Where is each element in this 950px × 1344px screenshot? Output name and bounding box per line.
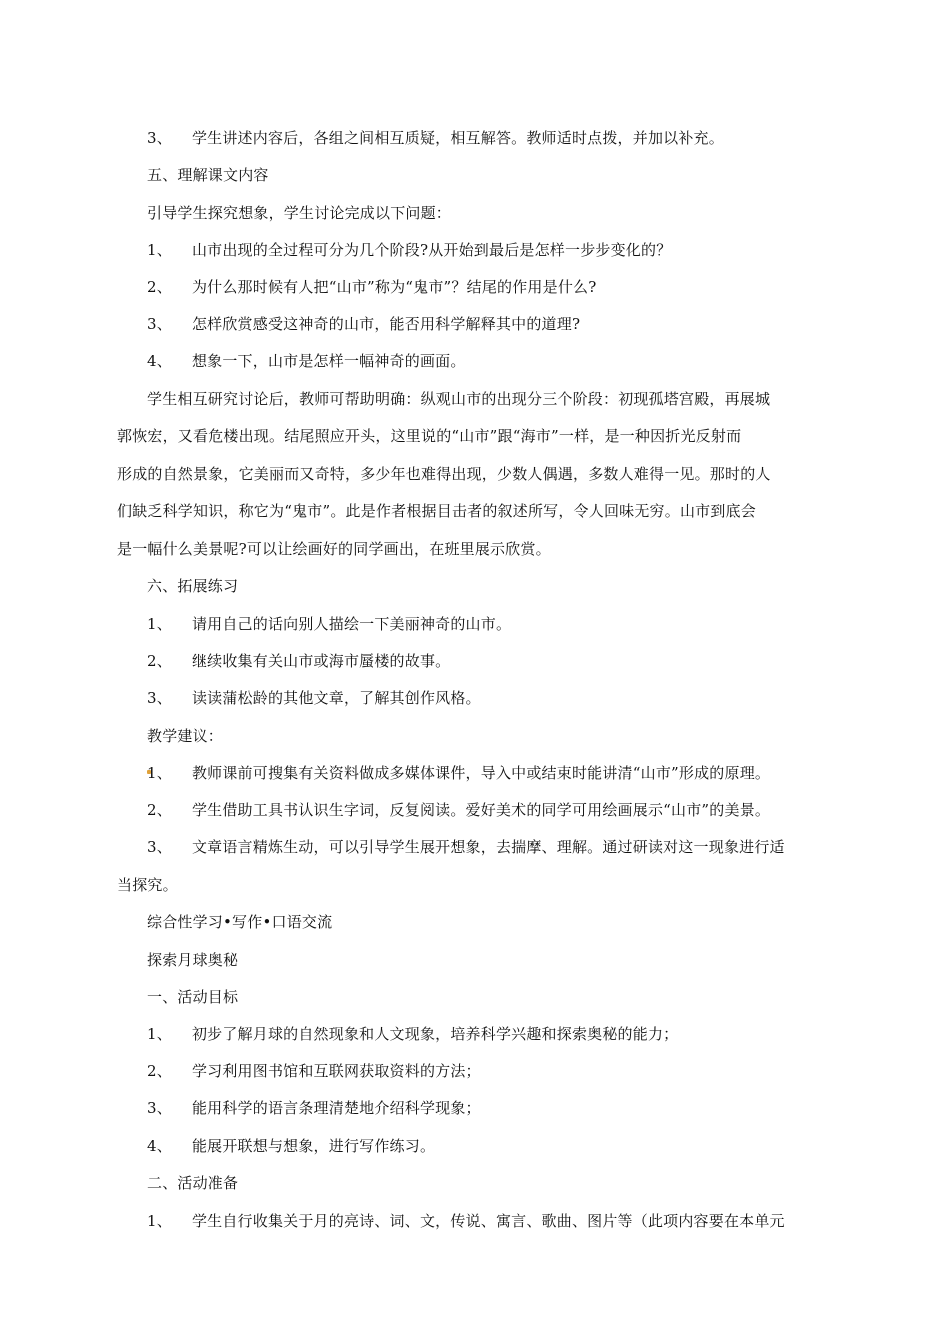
paragraph-line [117, 426, 741, 446]
line-text: 请用自己的话向别人描绘一下美丽神奇的山市。 [191, 615, 512, 633]
list-item [147, 351, 466, 371]
item-number: 3、 [147, 1099, 172, 1117]
paragraph-line [117, 464, 771, 484]
list-item [147, 1136, 435, 1156]
line-text: 当探究。 [117, 876, 178, 894]
line-text: 想象一下，山市是怎样一幅神奇的画面。 [191, 352, 466, 370]
item-number: 4、 [147, 352, 172, 370]
line-text: 山市出现的全过程可分为几个阶段?从开始到最后是怎样一步步变化的？ [191, 241, 672, 259]
item-number: 2、 [147, 652, 172, 670]
line-text: 综合性学习•写作•口语交流 [147, 913, 333, 931]
item-number: 1、 [147, 1025, 172, 1043]
list-item [147, 240, 671, 260]
list-item [147, 277, 596, 297]
line-text: 教学建议： [147, 727, 224, 745]
paragraph-line [117, 539, 551, 559]
paragraph-line [117, 501, 756, 521]
section-heading [147, 1173, 238, 1193]
list-item [147, 1098, 481, 1118]
list-item [147, 1211, 785, 1231]
item-number: 1、 [147, 615, 172, 633]
item-number: 3、 [147, 838, 172, 856]
section-heading [147, 912, 332, 932]
list-item [147, 1061, 481, 1081]
line-text: 六、拓展练习 [147, 577, 239, 595]
line-text: 二、活动准备 [147, 1174, 239, 1192]
line-text: 怎样欣赏感受这神奇的山市，能否用科学解释其中的道理? [191, 315, 581, 333]
item-number: 2、 [147, 1062, 172, 1080]
line-text: 继续收集有关山市或海市蜃楼的故事。 [191, 652, 451, 670]
line-text: 学习利用图书馆和互联网获取资料的方法； [191, 1062, 481, 1080]
line-text: 读读蒲松龄的其他文章，了解其创作风格。 [191, 689, 481, 707]
line-text: 学生讲述内容后，各组之间相互质疑，相互解答。教师适时点拨，并加以补充。 [191, 129, 724, 147]
line-text: 文章语言精炼生动，可以引导学生展开想象，去揣摩、理解。通过研读对这一现象进行适 [191, 838, 785, 856]
list-item [147, 688, 481, 708]
list-item [147, 651, 450, 671]
paragraph-line [147, 389, 770, 409]
section-heading [147, 950, 238, 970]
line-text: 们缺乏科学知识，称它为“鬼市”。此是作者根据目击者的叙述所写，令人回味无穷。山市到底会 [117, 502, 756, 520]
list-item [147, 800, 770, 820]
list-item [147, 837, 785, 857]
line-text: 为什么那时候有人把“山市”称为“鬼市”？结尾的作用是什么? [191, 278, 597, 296]
line-text: 教师课前可搜集有关资料做成多媒体课件，导入中或结束时能讲清“山市”形成的原理。 [191, 764, 771, 782]
line-text: 学生借助工具书认识生字词，反复阅读。爱好美术的同学可用绘画展示“山市”的美景。 [191, 801, 771, 819]
section-heading [147, 576, 238, 596]
item-number: 3、 [147, 129, 172, 147]
list-item [147, 1024, 678, 1044]
text-line [147, 203, 451, 223]
line-text: 能展开联想与想象，进行写作练习。 [191, 1137, 436, 1155]
list-item [147, 763, 770, 783]
line-text: 探索月球奥秘 [147, 951, 239, 969]
line-text: 五、理解课文内容 [147, 166, 269, 184]
line-text: 学生相互研究讨论后，教师可帮助明确：纵观山市的出现分三个阶段：初现孤塔宫殿，再展城 [147, 390, 771, 408]
line-text: 学生自行收集关于月的亮诗、词、文，传说、寓言、歌曲、图片等（此项内容要在本单元 [191, 1212, 785, 1230]
item-number: 1、 [147, 241, 172, 259]
section-heading [147, 165, 269, 185]
section-heading [147, 987, 238, 1007]
item-number: 1、 [147, 764, 172, 782]
item-number: 3、 [147, 689, 172, 707]
section-heading [147, 726, 223, 746]
line-text: 是一幅什么美景呢?可以让绘画好的同学画出，在班里展示欣赏。 [117, 540, 551, 558]
line-text: 形成的自然景象，它美丽而又奇特，多少年也难得出现，少数人偶遇，多数人难得一见。那时的人 [117, 465, 771, 483]
item-number: 1、 [147, 1212, 172, 1230]
list-item [147, 314, 580, 334]
paragraph-line [117, 875, 178, 895]
item-number: 4、 [147, 1137, 172, 1155]
text-line [147, 128, 724, 148]
line-text: 初步了解月球的自然现象和人文现象，培养科学兴趣和探索奥秘的能力； [191, 1025, 679, 1043]
line-text: 能用科学的语言条理清楚地介绍科学现象； [191, 1099, 481, 1117]
item-number: 2、 [147, 801, 172, 819]
list-item [147, 614, 511, 634]
line-text: 一、活动目标 [147, 988, 239, 1006]
line-text: 郭恢宏，又看危楼出现。结尾照应开头，这里说的“山市”跟“海市”一样，是一种因折光反射而 [117, 427, 742, 445]
item-number: 2、 [147, 278, 172, 296]
item-number: 3、 [147, 315, 172, 333]
line-text: 引导学生探究想象，学生讨论完成以下问题： [147, 204, 452, 222]
